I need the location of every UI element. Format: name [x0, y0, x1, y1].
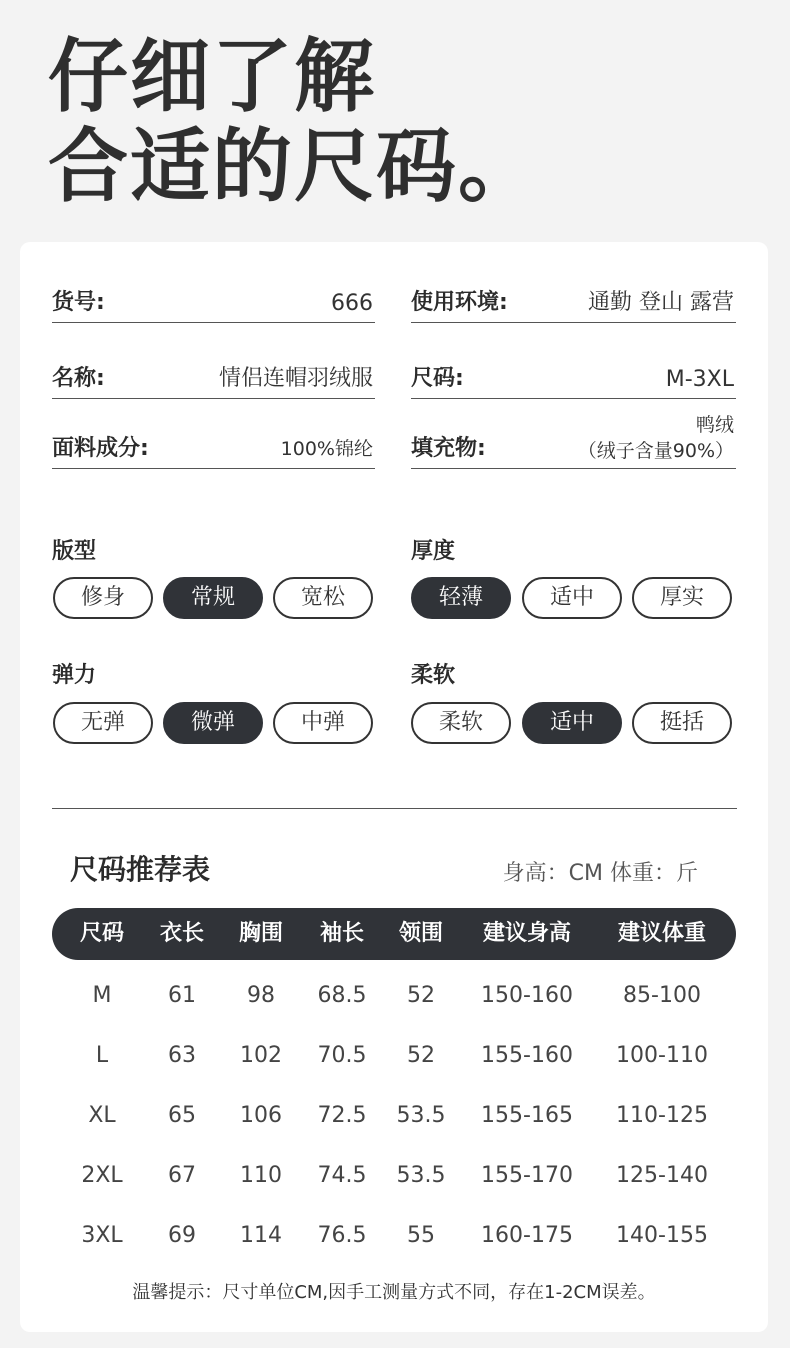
spec-value [578, 412, 734, 464]
spec-usage [411, 282, 736, 323]
table-cell: 114 [240, 1223, 282, 1248]
spec-value: 情侣连帽羽绒服 [218, 366, 373, 391]
table-cell: 140-155 [616, 1223, 708, 1248]
fit-option-slim[interactable]: 修身 [53, 577, 153, 619]
attr-title-elasticity: 弹力 [52, 663, 97, 688]
spec-filling [411, 408, 736, 469]
size-table-header [52, 908, 736, 960]
fit-option-regular[interactable]: 常规 [163, 577, 263, 619]
table-cell: 150-160 [481, 983, 573, 1008]
table-row [52, 1086, 736, 1146]
table-cell: 2XL [81, 1163, 123, 1188]
spec-fabric [52, 428, 375, 469]
attr-title-fit: 版型 [52, 539, 97, 564]
table-cell: 69 [168, 1223, 196, 1248]
section-divider [52, 808, 737, 809]
spec-value-line-1: 鸭绒 [695, 414, 734, 436]
table-cell: 68.5 [317, 983, 367, 1008]
table-row [52, 966, 736, 1026]
spec-size [411, 358, 736, 399]
table-cell: 155-170 [481, 1163, 573, 1188]
table-cell: 72.5 [317, 1103, 367, 1128]
table-header-cell: 袖长 [319, 921, 364, 946]
attr-title-softness: 柔软 [411, 663, 456, 688]
thickness-option-thick[interactable]: 厚实 [632, 577, 732, 619]
elasticity-option-medium[interactable]: 中弹 [273, 702, 373, 744]
table-cell: XL [88, 1103, 116, 1128]
table-header-cell: 尺码 [79, 921, 124, 946]
table-cell: M [92, 983, 112, 1008]
table-cell: 110 [240, 1163, 282, 1188]
size-table-title: 尺码推荐表 [70, 853, 211, 886]
elasticity-option-none[interactable]: 无弹 [53, 702, 153, 744]
table-cell: 106 [240, 1103, 282, 1128]
table-cell: 98 [247, 983, 275, 1008]
table-header-cell: 胸围 [238, 921, 283, 946]
attr-title-thickness: 厚度 [411, 539, 456, 564]
table-cell: 52 [407, 1043, 435, 1068]
softness-option-medium[interactable]: 适中 [522, 702, 622, 744]
spec-item-number [52, 282, 375, 323]
table-header-cell: 建议身高 [482, 921, 571, 946]
table-cell: 55 [407, 1223, 435, 1248]
softness-option-stiff[interactable]: 挺括 [632, 702, 732, 744]
spec-value-line-2: （绒子含量90%） [577, 440, 734, 462]
spec-label: 填充物: [411, 436, 486, 461]
table-header-cell: 衣长 [159, 921, 204, 946]
table-header-cell: 建议体重 [617, 921, 706, 946]
table-cell: 70.5 [317, 1043, 367, 1068]
spec-value: 100%锦纶 [280, 438, 373, 460]
headline-line-1: 仔细了解 [48, 30, 376, 123]
table-cell: L [95, 1043, 109, 1068]
table-cell: 53.5 [396, 1163, 446, 1188]
fit-option-loose[interactable]: 宽松 [273, 577, 373, 619]
thickness-option-medium[interactable]: 适中 [522, 577, 622, 619]
spec-label: 尺码: [411, 366, 464, 391]
size-table-unit-note: 身高：CM 体重：斤 [502, 861, 698, 886]
size-info-card [20, 242, 768, 1332]
table-row [52, 1206, 736, 1266]
elasticity-option-slight[interactable]: 微弹 [163, 702, 263, 744]
headline-line-2: 合适的尺码。 [48, 120, 540, 213]
table-cell: 160-175 [481, 1223, 573, 1248]
table-cell: 67 [168, 1163, 196, 1188]
table-cell: 74.5 [317, 1163, 367, 1188]
spec-value: 666 [331, 291, 373, 316]
table-cell: 155-165 [481, 1103, 573, 1128]
table-cell: 61 [168, 983, 196, 1008]
table-cell: 102 [240, 1043, 282, 1068]
table-cell: 110-125 [616, 1103, 708, 1128]
table-row [52, 1026, 736, 1086]
table-cell: 3XL [81, 1223, 123, 1248]
thickness-option-thin[interactable]: 轻薄 [411, 577, 511, 619]
spec-label: 面料成分: [52, 436, 149, 461]
softness-option-soft[interactable]: 柔软 [411, 702, 511, 744]
spec-label: 名称: [52, 366, 105, 391]
spec-name [52, 358, 375, 399]
table-row [52, 1146, 736, 1206]
table-cell: 53.5 [396, 1103, 446, 1128]
footnote: 温馨提示：尺寸单位CM,因手工测量方式不同，存在1-2CM误差。 [132, 1282, 656, 1303]
page-headline [48, 32, 540, 212]
table-cell: 100-110 [616, 1043, 708, 1068]
spec-label: 货号: [52, 290, 105, 315]
table-cell: 155-160 [481, 1043, 573, 1068]
table-cell: 63 [168, 1043, 196, 1068]
spec-value: 通勤 登山 露营 [588, 290, 734, 315]
table-cell: 52 [407, 983, 435, 1008]
table-cell: 65 [168, 1103, 196, 1128]
spec-label: 使用环境: [411, 290, 508, 315]
spec-value: M-3XL [665, 367, 734, 392]
table-cell: 76.5 [317, 1223, 367, 1248]
table-cell: 125-140 [616, 1163, 708, 1188]
table-cell: 85-100 [623, 983, 701, 1008]
table-header-cell: 领围 [398, 921, 443, 946]
